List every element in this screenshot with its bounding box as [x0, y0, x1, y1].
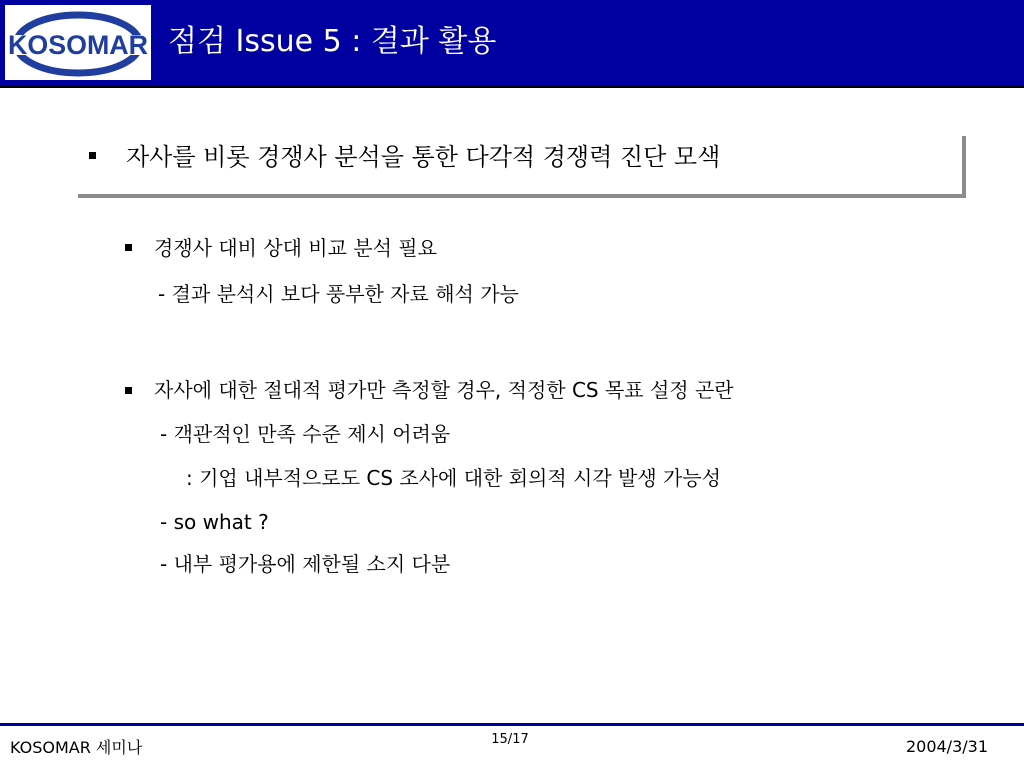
- header-divider: [0, 86, 1024, 88]
- point2-sub3-text: - so what ?: [160, 510, 269, 534]
- point2-sub1-text: - 객관적인 만족 수준 제시 어려움: [160, 422, 451, 446]
- point2-sub4-text: - 내부 평가용에 제한될 소지 다분: [160, 552, 451, 576]
- point2-text: 자사에 대한 절대적 평가만 측정할 경우, 적정한 CS 목표 설정 곤란: [154, 378, 734, 402]
- logo-text: KOSOMAR: [8, 30, 148, 60]
- bullet-point2: [125, 387, 132, 394]
- bullet-point1: [125, 244, 132, 251]
- kosomar-logo-graphic: [5, 5, 151, 80]
- subtitle-text: 자사를 비롯 경쟁사 분석을 통한 다각적 경쟁력 진단 모색: [126, 143, 721, 171]
- subtitle-box: [78, 136, 966, 198]
- point2-sub2-text: : 기업 내부적으로도 CS 조사에 대한 회의적 시각 발생 가능성: [186, 466, 721, 490]
- footer-date: 2004/3/31: [905, 737, 988, 756]
- point1-text: 경쟁사 대비 상대 비교 분석 필요: [154, 236, 437, 260]
- subtitle-box-underline: [78, 194, 966, 198]
- subtitle-bullet: [89, 152, 96, 159]
- footer-divider: [0, 723, 1024, 726]
- kosomar-logo: [5, 5, 151, 80]
- footer-left-text: KOSOMAR 세미나: [10, 738, 143, 757]
- title-band: [0, 0, 1024, 86]
- slide-title: 점검 Issue 5 : 결과 활용: [168, 24, 497, 59]
- subtitle-box-shadow: [962, 136, 966, 198]
- page-number: 15/17: [491, 732, 529, 747]
- point1-sub1-text: - 결과 분석시 보다 풍부한 자료 해석 가능: [158, 282, 519, 306]
